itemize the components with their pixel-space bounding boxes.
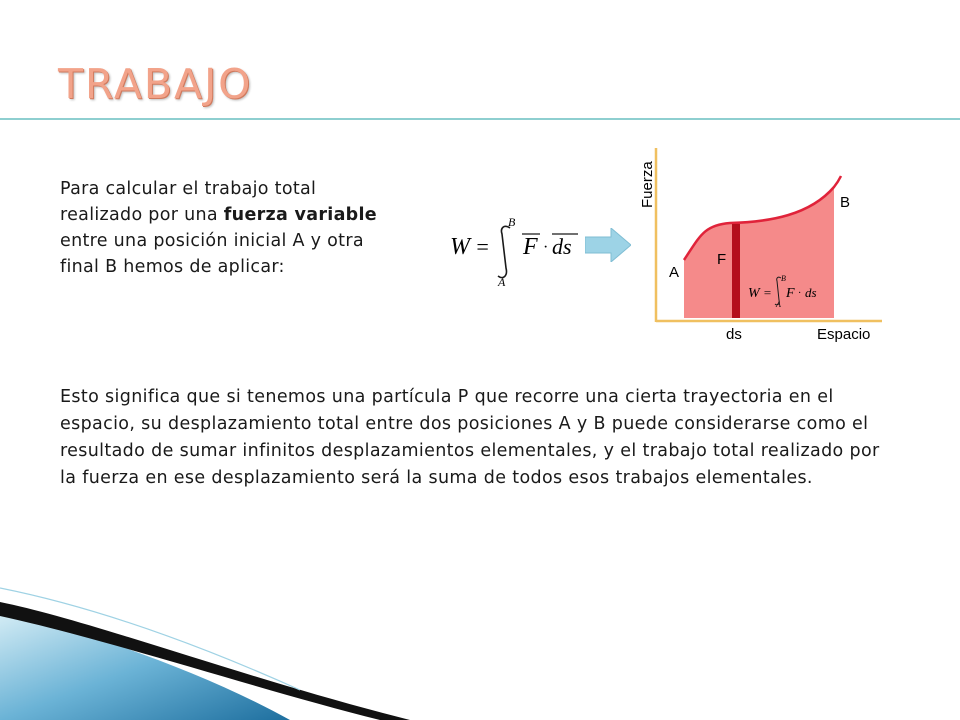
formula-lower-limit: A bbox=[498, 275, 506, 288]
wave-blue-band bbox=[0, 610, 290, 720]
formula-upper-limit: B bbox=[508, 215, 516, 229]
inner-formula-force: F bbox=[786, 286, 795, 301]
explanation-paragraph: Esto significa que si tenemos una partícula P que recorre una cierta trayectoria en el espacio, su desplazamiento total entre dos posiciones A y B puede considerarse como el resultado de sumar infinitos desplazamientos elementales, y el trabajo total realizado por la fuerza en ese desplazamiento será la suma de todos esos trabajos elementales. bbox=[60, 387, 880, 488]
force-label: F bbox=[717, 251, 727, 268]
y-axis-label: Fuerza bbox=[639, 161, 656, 208]
ds-label: ds bbox=[726, 326, 742, 343]
decorative-corner-wave bbox=[0, 580, 420, 720]
intro-text-start: Para calcular el trabajo total realizado por una bbox=[60, 179, 317, 225]
inner-formula-lower: A bbox=[776, 300, 781, 309]
formula-integral-sign bbox=[498, 226, 510, 277]
point-b-label: B bbox=[840, 194, 851, 211]
inner-formula-dot: · bbox=[798, 288, 802, 299]
formula-dot: · bbox=[543, 239, 549, 256]
slide-title: TRABAJO bbox=[58, 60, 253, 108]
work-integral-formula bbox=[448, 214, 588, 288]
formula-force: F bbox=[523, 234, 538, 260]
intro-text-end: entre una posición inicial A y otra final B hemos de aplicar: bbox=[60, 231, 364, 277]
title-divider bbox=[0, 118, 960, 120]
right-arrow-icon bbox=[585, 228, 631, 262]
x-axis-label: Espacio bbox=[817, 326, 871, 343]
inner-formula-upper: B bbox=[781, 274, 786, 283]
ds-strip bbox=[732, 224, 740, 318]
intro-bold-term: fuerza variable bbox=[223, 205, 377, 225]
inner-formula-equals: = bbox=[763, 285, 772, 300]
formula-equals: = bbox=[475, 234, 490, 259]
formula-ds: ds bbox=[552, 234, 572, 259]
force-space-graph bbox=[630, 140, 890, 350]
formula-w: W bbox=[450, 234, 470, 260]
inner-formula-w: W bbox=[748, 286, 760, 301]
intro-paragraph bbox=[60, 176, 390, 280]
inner-formula-ds: ds bbox=[805, 285, 817, 300]
point-a-label: A bbox=[669, 264, 680, 281]
